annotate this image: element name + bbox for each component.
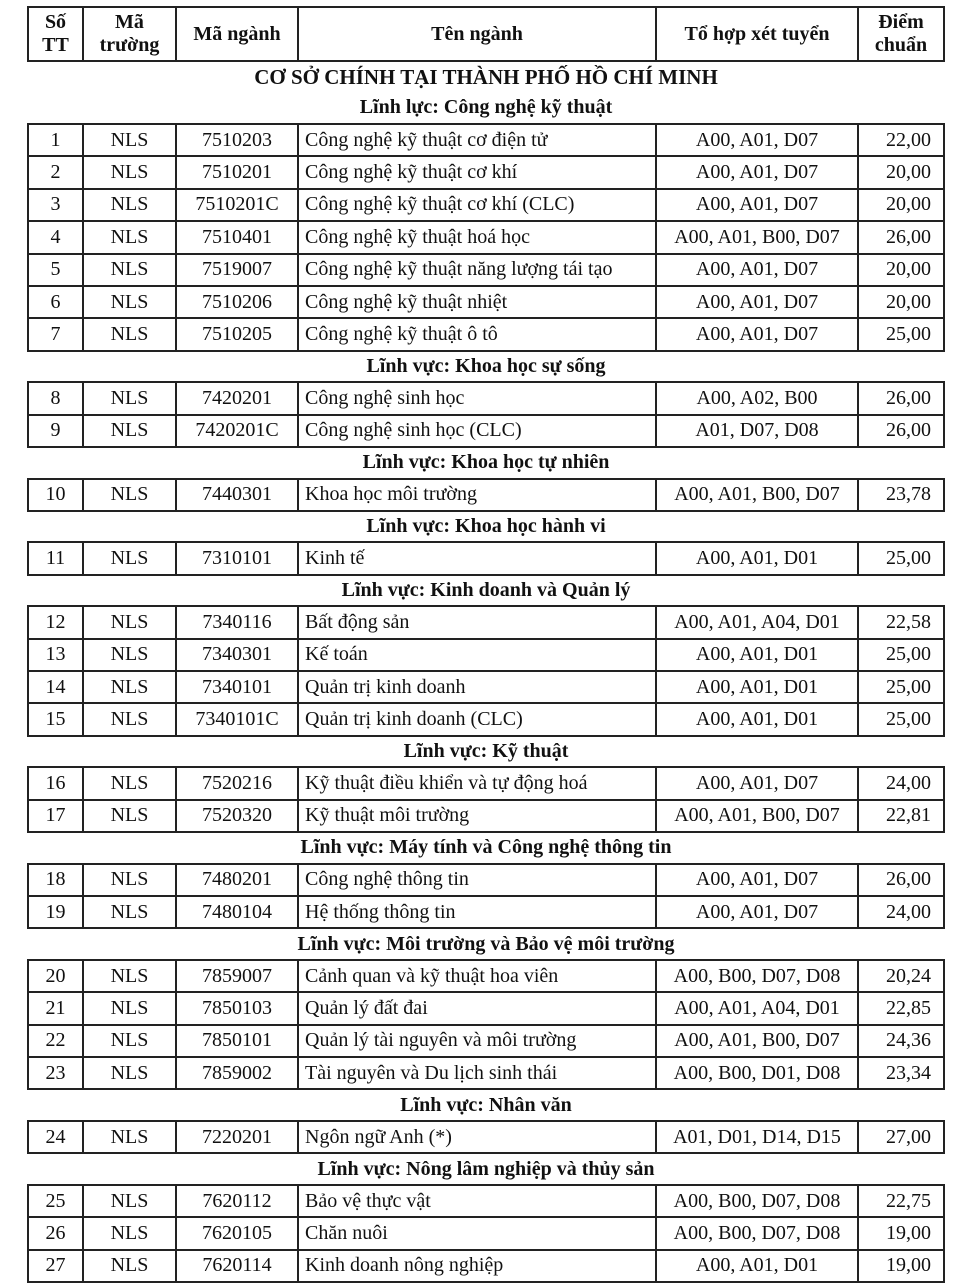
section-heading [28, 736, 944, 768]
section-rows [28, 542, 944, 574]
section-title: Lĩnh vực: Môi trường và Bảo vệ môi trường [297, 932, 675, 955]
cell-ma-nganh: 7340101C [176, 703, 298, 735]
cell-ten-nganh: Quản trị kinh doanh (CLC) [298, 703, 656, 735]
cell-diem-chuan: 26,00 [858, 415, 944, 447]
cell-ten-nganh: Kinh tế [298, 542, 656, 574]
cell-stt: 16 [28, 767, 83, 799]
cell-stt: 22 [28, 1025, 83, 1057]
cell-ma-nganh: 7510401 [176, 221, 298, 253]
cell-ma-nganh: 7620105 [176, 1217, 298, 1249]
table-row [28, 124, 944, 156]
cell-stt: 7 [28, 318, 83, 350]
section-rows [28, 124, 944, 351]
cell-ma-nganh: 7340101 [176, 671, 298, 703]
section-title-row [28, 1089, 944, 1121]
cell-stt: 2 [28, 156, 83, 188]
section-rows [28, 767, 944, 832]
campus-row [28, 61, 944, 93]
cell-ma-nganh: 7519007 [176, 254, 298, 286]
cell-stt: 24 [28, 1121, 83, 1153]
cell-ma-nganh: 7859002 [176, 1057, 298, 1089]
table-row [28, 286, 944, 318]
table-row [28, 318, 944, 350]
cell-ma-nganh: 7420201C [176, 415, 298, 447]
cell-ma-truong: NLS [83, 124, 176, 156]
cell-diem-chuan: 22,58 [858, 606, 944, 638]
cell-ma-truong: NLS [83, 254, 176, 286]
section-rows [28, 960, 944, 1090]
cell-diem-chuan: 22,75 [858, 1185, 944, 1217]
cell-ma-truong: NLS [83, 606, 176, 638]
cell-ma-nganh: 7850101 [176, 1025, 298, 1057]
section-heading [28, 93, 944, 125]
cell-stt: 3 [28, 189, 83, 221]
cell-ma-truong: NLS [83, 800, 176, 832]
cell-ma-nganh: 7510201 [176, 156, 298, 188]
cell-to-hop: A00, A01, B00, D07 [656, 1025, 858, 1057]
cell-ma-nganh: 7340116 [176, 606, 298, 638]
cell-diem-chuan: 23,78 [858, 479, 944, 511]
cell-stt: 1 [28, 124, 83, 156]
cell-ma-truong: NLS [83, 1121, 176, 1153]
cell-diem-chuan: 25,00 [858, 542, 944, 574]
section-heading [28, 351, 944, 383]
cell-to-hop: A00, A01, D07 [656, 286, 858, 318]
cell-stt: 10 [28, 479, 83, 511]
section-title-row [28, 1153, 944, 1185]
section-rows [28, 1121, 944, 1153]
cell-diem-chuan: 24,00 [858, 896, 944, 928]
cell-ten-nganh: Công nghệ kỹ thuật ô tô [298, 318, 656, 350]
campus-heading [28, 61, 944, 93]
cell-to-hop: A00, A01, D01 [656, 671, 858, 703]
campus-title: CƠ SỞ CHÍNH TẠI THÀNH PHỐ HỒ CHÍ MINH [254, 64, 718, 89]
cell-stt: 25 [28, 1185, 83, 1217]
cell-stt: 17 [28, 800, 83, 832]
cell-to-hop: A00, B00, D07, D08 [656, 1185, 858, 1217]
cell-stt: 20 [28, 960, 83, 992]
cell-ma-truong: NLS [83, 382, 176, 414]
cell-ten-nganh: Kỹ thuật môi trường [298, 800, 656, 832]
cell-to-hop: A00, B00, D07, D08 [656, 960, 858, 992]
cell-ma-truong: NLS [83, 896, 176, 928]
cell-diem-chuan: 25,00 [858, 639, 944, 671]
cell-to-hop: A01, D01, D14, D15 [656, 1121, 858, 1153]
table-row [28, 992, 944, 1024]
cell-ma-truong: NLS [83, 1250, 176, 1282]
cell-stt: 13 [28, 639, 83, 671]
cell-diem-chuan: 20,00 [858, 286, 944, 318]
cell-ma-nganh: 7510203 [176, 124, 298, 156]
cell-ma-truong: NLS [83, 415, 176, 447]
table-row [28, 896, 944, 928]
cell-ten-nganh: Công nghệ kỹ thuật hoá học [298, 221, 656, 253]
section-title: Lĩnh vực: Máy tính và Công nghệ thông tin [300, 836, 672, 859]
cell-ten-nganh: Ngôn ngữ Anh (*) [298, 1121, 656, 1153]
section-rows [28, 864, 944, 929]
cell-to-hop: A00, A01, B00, D07 [656, 800, 858, 832]
cell-diem-chuan: 19,00 [858, 1250, 944, 1282]
cell-diem-chuan: 23,34 [858, 1057, 944, 1089]
section-heading [28, 832, 944, 864]
table-row [28, 671, 944, 703]
header-ma-nganh: Mã ngành [176, 7, 298, 61]
cell-stt: 6 [28, 286, 83, 318]
cell-ten-nganh: Công nghệ kỹ thuật cơ khí [298, 156, 656, 188]
cell-diem-chuan: 25,00 [858, 318, 944, 350]
cell-diem-chuan: 25,00 [858, 703, 944, 735]
cell-stt: 27 [28, 1250, 83, 1282]
cell-stt: 15 [28, 703, 83, 735]
cell-ma-truong: NLS [83, 1217, 176, 1249]
cell-to-hop: A00, A01, D01 [656, 1250, 858, 1282]
cell-ma-nganh: 7340301 [176, 639, 298, 671]
header-to-hop: Tổ hợp xét tuyển [656, 7, 858, 61]
cell-ma-nganh: 7310101 [176, 542, 298, 574]
cell-ten-nganh: Cảnh quan và kỹ thuật hoa viên [298, 960, 656, 992]
cell-ten-nganh: Quản lý đất đai [298, 992, 656, 1024]
cell-ten-nganh: Công nghệ kỹ thuật cơ khí (CLC) [298, 189, 656, 221]
cell-ma-nganh: 7510205 [176, 318, 298, 350]
cell-to-hop: A00, A01, D07 [656, 124, 858, 156]
section-heading [28, 575, 944, 607]
cell-ma-nganh: 7620112 [176, 1185, 298, 1217]
cell-ma-truong: NLS [83, 671, 176, 703]
cell-ma-truong: NLS [83, 318, 176, 350]
cell-diem-chuan: 26,00 [858, 221, 944, 253]
cell-ma-truong: NLS [83, 542, 176, 574]
cell-ten-nganh: Tài nguyên và Du lịch sinh thái [298, 1057, 656, 1089]
cell-ma-truong: NLS [83, 703, 176, 735]
cell-ten-nganh: Quản lý tài nguyên và môi trường [298, 1025, 656, 1057]
cell-ma-truong: NLS [83, 1057, 176, 1089]
cell-ten-nganh: Hệ thống thông tin [298, 896, 656, 928]
table-row [28, 221, 944, 253]
cell-ten-nganh: Công nghệ kỹ thuật nhiệt [298, 286, 656, 318]
table-row [28, 639, 944, 671]
section-heading [28, 1089, 944, 1121]
cell-ten-nganh: Công nghệ kỹ thuật cơ điện tử [298, 124, 656, 156]
cell-ten-nganh: Kỹ thuật điều khiển và tự động hoá [298, 767, 656, 799]
section-rows [28, 382, 944, 447]
cell-ma-truong: NLS [83, 864, 176, 896]
cell-to-hop: A00, A01, D07 [656, 189, 858, 221]
cell-stt: 12 [28, 606, 83, 638]
cell-ten-nganh: Kinh doanh nông nghiệp [298, 1250, 656, 1282]
section-heading [28, 928, 944, 960]
cell-to-hop: A00, A01, B00, D07 [656, 221, 858, 253]
cell-ma-nganh: 7420201 [176, 382, 298, 414]
cell-stt: 4 [28, 221, 83, 253]
cell-diem-chuan: 22,85 [858, 992, 944, 1024]
table-row [28, 542, 944, 574]
table-row [28, 767, 944, 799]
table-row [28, 254, 944, 286]
table-row [28, 703, 944, 735]
cell-to-hop: A00, A01, A04, D01 [656, 992, 858, 1024]
section-title: Lĩnh vực: Khoa học tự nhiên [362, 451, 610, 474]
cell-ma-truong: NLS [83, 221, 176, 253]
header-ten-nganh: Tên ngành [298, 7, 656, 61]
cell-stt: 5 [28, 254, 83, 286]
cell-diem-chuan: 22,00 [858, 124, 944, 156]
cell-ten-nganh: Bất động sản [298, 606, 656, 638]
cell-ma-nganh: 7220201 [176, 1121, 298, 1153]
table-row [28, 189, 944, 221]
cell-stt: 9 [28, 415, 83, 447]
cell-stt: 19 [28, 896, 83, 928]
section-title-row [28, 447, 944, 479]
cell-to-hop: A00, A01, D07 [656, 318, 858, 350]
section-title-row [28, 736, 944, 768]
cell-ten-nganh: Công nghệ sinh học (CLC) [298, 415, 656, 447]
cell-to-hop: A00, A02, B00 [656, 382, 858, 414]
cell-ten-nganh: Bảo vệ thực vật [298, 1185, 656, 1217]
cell-diem-chuan: 27,00 [858, 1121, 944, 1153]
table-row [28, 864, 944, 896]
section-title-row [28, 511, 944, 543]
cell-diem-chuan: 20,00 [858, 156, 944, 188]
cell-diem-chuan: 24,00 [858, 767, 944, 799]
cell-to-hop: A00, A01, D07 [656, 896, 858, 928]
cell-diem-chuan: 26,00 [858, 382, 944, 414]
header-ma-truong: Mã trường [83, 7, 176, 61]
cell-ma-truong: NLS [83, 639, 176, 671]
cell-ma-truong: NLS [83, 156, 176, 188]
section-title-row [28, 351, 944, 383]
cell-ten-nganh: Khoa học môi trường [298, 479, 656, 511]
section-heading [28, 1153, 944, 1185]
section-title: Lĩnh vực: Kinh doanh và Quản lý [341, 579, 631, 602]
cell-to-hop: A00, A01, D07 [656, 864, 858, 896]
section-title: Lĩnh vực: Nông lâm nghiệp và thủy sản [317, 1157, 655, 1180]
section-title-row [28, 832, 944, 864]
cell-ma-nganh: 7510201C [176, 189, 298, 221]
cell-ma-nganh: 7480201 [176, 864, 298, 896]
cell-ma-truong: NLS [83, 189, 176, 221]
cell-diem-chuan: 20,00 [858, 254, 944, 286]
cell-ma-nganh: 7480104 [176, 896, 298, 928]
cell-to-hop: A00, B00, D07, D08 [656, 1217, 858, 1249]
cell-diem-chuan: 19,00 [858, 1217, 944, 1249]
table-row [28, 606, 944, 638]
section-heading [28, 511, 944, 543]
cell-ten-nganh: Kế toán [298, 639, 656, 671]
section-title-row [28, 928, 944, 960]
cell-ma-nganh: 7620114 [176, 1250, 298, 1282]
cell-ma-truong: NLS [83, 767, 176, 799]
table-row [28, 479, 944, 511]
cell-ma-truong: NLS [83, 960, 176, 992]
cell-ma-nganh: 7520320 [176, 800, 298, 832]
table-row [28, 415, 944, 447]
cell-stt: 14 [28, 671, 83, 703]
section-title: Lĩnh vực: Khoa học sự sống [366, 354, 606, 377]
cell-ma-truong: NLS [83, 1185, 176, 1217]
cell-stt: 18 [28, 864, 83, 896]
cell-ma-nganh: 7850103 [176, 992, 298, 1024]
section-title: Lĩnh lực: Công nghệ kỹ thuật [359, 96, 613, 119]
cell-to-hop: A00, A01, D01 [656, 639, 858, 671]
cell-to-hop: A00, A01, B00, D07 [656, 479, 858, 511]
cell-diem-chuan: 20,00 [858, 189, 944, 221]
cell-diem-chuan: 26,00 [858, 864, 944, 896]
table-row [28, 1250, 944, 1282]
cell-ma-truong: NLS [83, 286, 176, 318]
section-heading [28, 447, 944, 479]
table-row [28, 156, 944, 188]
cell-stt: 26 [28, 1217, 83, 1249]
cell-to-hop: A00, A01, A04, D01 [656, 606, 858, 638]
admission-scores-table [27, 6, 945, 1283]
cell-ten-nganh: Công nghệ sinh học [298, 382, 656, 414]
cell-ma-nganh: 7510206 [176, 286, 298, 318]
cell-ma-nganh: 7859007 [176, 960, 298, 992]
header-stt: Số TT [28, 7, 83, 61]
section-rows [28, 1185, 944, 1282]
section-title: Lĩnh vực: Kỹ thuật [403, 740, 569, 763]
admission-scores-document [27, 6, 943, 1283]
cell-stt: 8 [28, 382, 83, 414]
cell-diem-chuan: 22,81 [858, 800, 944, 832]
cell-stt: 23 [28, 1057, 83, 1089]
cell-ma-truong: NLS [83, 1025, 176, 1057]
cell-diem-chuan: 20,24 [858, 960, 944, 992]
table-row [28, 1185, 944, 1217]
table-header [28, 7, 944, 61]
cell-to-hop: A00, A01, D07 [656, 254, 858, 286]
cell-ma-nganh: 7520216 [176, 767, 298, 799]
cell-ma-nganh: 7440301 [176, 479, 298, 511]
table-row [28, 1121, 944, 1153]
header-diem-chuan: Điểm chuẩn [858, 7, 944, 61]
table-row [28, 800, 944, 832]
cell-to-hop: A01, D07, D08 [656, 415, 858, 447]
section-rows [28, 606, 944, 736]
section-title: Lĩnh vực: Nhân văn [400, 1093, 572, 1116]
cell-diem-chuan: 24,36 [858, 1025, 944, 1057]
section-title-row [28, 575, 944, 607]
cell-to-hop: A00, A01, D07 [656, 767, 858, 799]
section-title: Lĩnh vực: Khoa học hành vi [366, 515, 606, 538]
cell-to-hop: A00, A01, D07 [656, 156, 858, 188]
cell-stt: 11 [28, 542, 83, 574]
table-row [28, 960, 944, 992]
table-row [28, 1057, 944, 1089]
cell-ma-truong: NLS [83, 992, 176, 1024]
cell-ten-nganh: Chăn nuôi [298, 1217, 656, 1249]
cell-to-hop: A00, A01, D01 [656, 542, 858, 574]
cell-ten-nganh: Quản trị kinh doanh [298, 671, 656, 703]
table-row [28, 1025, 944, 1057]
cell-to-hop: A00, B00, D01, D08 [656, 1057, 858, 1089]
header-row [28, 7, 944, 61]
table-row [28, 382, 944, 414]
section-rows [28, 479, 944, 511]
cell-diem-chuan: 25,00 [858, 671, 944, 703]
cell-stt: 21 [28, 992, 83, 1024]
table-row [28, 1217, 944, 1249]
cell-to-hop: A00, A01, D01 [656, 703, 858, 735]
cell-ten-nganh: Công nghệ kỹ thuật năng lượng tái tạo [298, 254, 656, 286]
cell-ma-truong: NLS [83, 479, 176, 511]
section-title-row [28, 93, 944, 125]
cell-ten-nganh: Công nghệ thông tin [298, 864, 656, 896]
